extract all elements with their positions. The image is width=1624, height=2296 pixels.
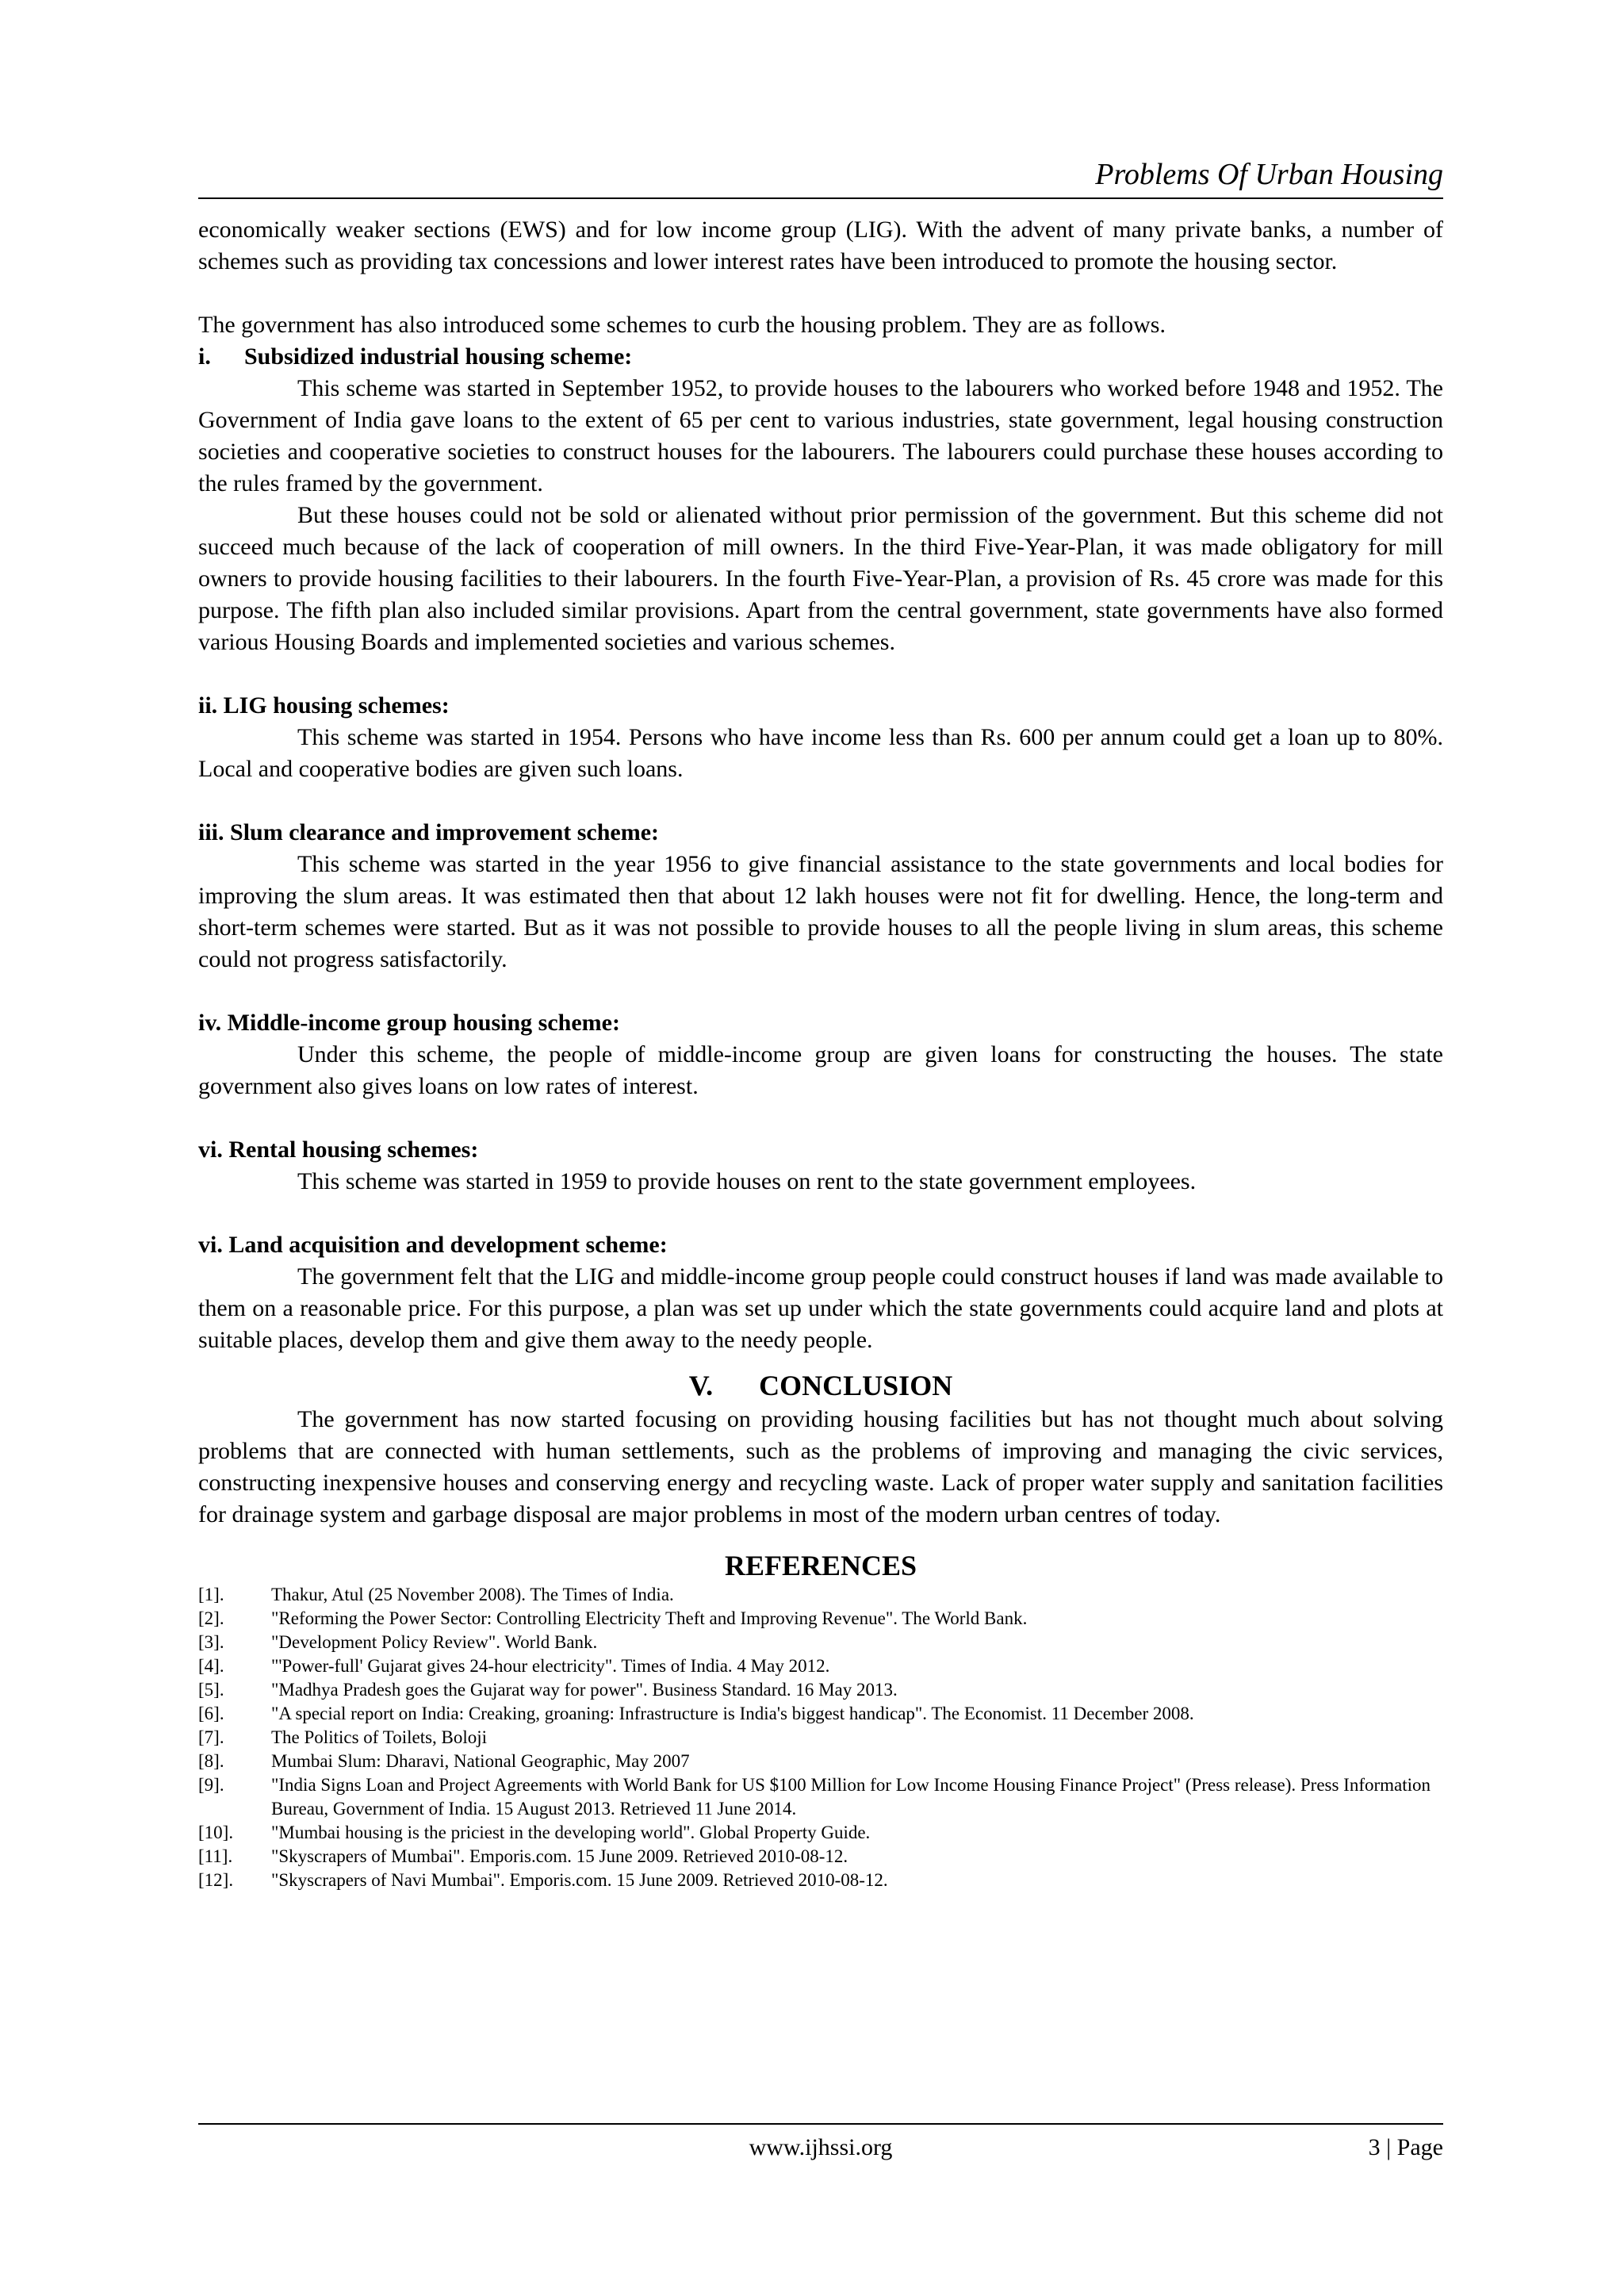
section-iv-paragraph: Under this scheme, the people of middle-income group are given loans for constructing the houses. The state government also gives loans on low rates of interest. xyxy=(198,1041,1443,1099)
section-i-title: Subsidized industrial housing scheme: xyxy=(244,343,633,370)
intro-paragraph-2: The government has also introduced some schemes to curb the housing problem. They are as follows. xyxy=(198,312,1166,338)
reference-number: [1]. xyxy=(198,1585,224,1604)
conclusion-paragraph: The government has now started focusing on providing housing facilities but has not thought much about solving problems that are connected with human settlements, such as the problems of improving and managing the civic services, constructing inexpensive houses and conserving energy and recycling waste. Lack of proper water supply and sanitation facilities for drainage system and garbage disposal are major problems in most of the modern urban centres of today. xyxy=(198,1406,1443,1527)
reference-item xyxy=(198,1869,1443,1892)
reference-text: "Madhya Pradesh goes the Gujarat way for power". Business Standard. 16 May 2013. xyxy=(271,1680,898,1700)
main-content xyxy=(198,214,1443,1892)
reference-item xyxy=(198,1702,1443,1726)
section-iii-heading: iii. Slum clearance and improvement scheme: xyxy=(198,819,660,845)
reference-number: [4]. xyxy=(198,1656,224,1676)
conclusion-number: V. xyxy=(688,1370,714,1401)
reference-text: "India Signs Loan and Project Agreements with World Bank for US $100 Million for Low Income Housing Finance Project" (Press release). Press Information Bureau, Government of India. 15 August 2013. Retrieved 11 June 2014. xyxy=(271,1775,1431,1819)
reference-item xyxy=(198,1845,1443,1869)
section-iii-paragraph: This scheme was started in the year 1956 to give financial assistance to the state governments and local bodies for improving the slum areas. It was estimated then that about 12 lakh houses were not fit for dwelling. Hence, the long-term and short-term schemes were started. But as it was not possible to provide houses to all the people living in slum areas, this scheme could not progress satisfactorily. xyxy=(198,851,1443,972)
reference-number: [11]. xyxy=(198,1846,233,1866)
reference-number: [2]. xyxy=(198,1608,224,1628)
reference-number: [8]. xyxy=(198,1751,224,1771)
footer-website: www.ijhssi.org xyxy=(749,2134,893,2160)
reference-item xyxy=(198,1607,1443,1631)
page-footer xyxy=(198,2123,1443,2164)
reference-item xyxy=(198,1631,1443,1654)
reference-text: "'Power-full' Gujarat gives 24-hour electricity". Times of India. 4 May 2012. xyxy=(271,1656,830,1676)
reference-text: "Development Policy Review". World Bank. xyxy=(271,1632,598,1652)
reference-item xyxy=(198,1773,1443,1821)
reference-item xyxy=(198,1654,1443,1678)
reference-number: [5]. xyxy=(198,1680,224,1700)
references-heading: REFERENCES xyxy=(724,1550,917,1581)
reference-item xyxy=(198,1821,1443,1845)
conclusion-heading xyxy=(198,1367,1443,1404)
reference-number: [9]. xyxy=(198,1775,224,1795)
reference-text: "Skyscrapers of Mumbai". Emporis.com. 15 June 2009. Retrieved 2010-08-12. xyxy=(271,1846,848,1866)
reference-item xyxy=(198,1678,1443,1702)
reference-text: The Politics of Toilets, Boloji xyxy=(271,1727,488,1747)
reference-text: "Mumbai housing is the priciest in the developing world". Global Property Guide. xyxy=(271,1823,871,1842)
reference-number: [3]. xyxy=(198,1632,224,1652)
section-i-paragraph-2: But these houses could not be sold or alienated without prior permission of the government. But this scheme did not succeed much because of the lack of cooperation of mill owners. In the third Five-Year-Plan, it was made obligatory for mill owners to provide housing facilities to their labourers. In the fourth Five-Year-Plan, a provision of Rs. 45 crore was made for this purpose. The fifth plan also included similar provisions. Apart from the central government, state governments have also formed various Housing Boards and implemented societies and various schemes. xyxy=(198,502,1443,655)
section-land-paragraph: The government felt that the LIG and middle-income group people could construct houses if land was made available to them on a reasonable price. For this purpose, a plan was set up under which the state governments could acquire land and plots at suitable places, develop them and give them away to the needy people. xyxy=(198,1263,1443,1353)
conclusion-title: CONCLUSION xyxy=(759,1370,953,1401)
section-rental-heading: vi. Rental housing schemes: xyxy=(198,1137,479,1163)
section-land-heading: vi. Land acquisition and development scheme: xyxy=(198,1232,668,1258)
section-i-paragraph-1: This scheme was started in September 1952, to provide houses to the labourers who worked before 1948 and 1952. The Government of India gave loans to the extent of 65 per cent to various industries, state government, legal housing construction societies and cooperative societies to construct houses for the labourers. The labourers could purchase these houses according to the rules framed by the government. xyxy=(198,375,1443,496)
running-header xyxy=(198,156,1443,199)
header-title: Problems Of Urban Housing xyxy=(1095,158,1443,191)
section-iv-heading: iv. Middle-income group housing scheme: xyxy=(198,1010,620,1036)
intro-paragraph-1: economically weaker sections (EWS) and for low income group (LIG). With the advent of many private banks, a number of schemes such as providing tax concessions and lower interest rates have been introduced to promote the housing sector. xyxy=(198,217,1443,274)
reference-text: "Reforming the Power Sector: Controlling Electricity Theft and Improving Revenue". The World Bank. xyxy=(271,1608,1028,1628)
section-rental-paragraph: This scheme was started in 1959 to provide houses on rent to the state government employees. xyxy=(297,1168,1197,1194)
section-i-number: i. xyxy=(198,343,211,370)
reference-text: "A special report on India: Creaking, groaning: Infrastructure is India's biggest handicap". The Economist. 11 December 2008. xyxy=(271,1704,1194,1723)
section-i-heading xyxy=(198,341,1443,373)
reference-text: Mumbai Slum: Dharavi, National Geographic, May 2007 xyxy=(271,1751,690,1771)
footer-page-number: 3 | Page xyxy=(1368,2134,1443,2160)
reference-text: "Skyscrapers of Navi Mumbai". Emporis.com. 15 June 2009. Retrieved 2010-08-12. xyxy=(271,1870,888,1890)
reference-number: [10]. xyxy=(198,1823,234,1842)
reference-number: [6]. xyxy=(198,1704,224,1723)
reference-item xyxy=(198,1726,1443,1750)
reference-text: Thakur, Atul (25 November 2008). The Times of India. xyxy=(271,1585,674,1604)
reference-number: [7]. xyxy=(198,1727,224,1747)
section-ii-heading: ii. LIG housing schemes: xyxy=(198,692,450,719)
references-list xyxy=(198,1583,1443,1892)
reference-number: [12]. xyxy=(198,1870,234,1890)
reference-item xyxy=(198,1583,1443,1607)
reference-item xyxy=(198,1750,1443,1773)
section-ii-paragraph: This scheme was started in 1954. Persons who have income less than Rs. 600 per annum could get a loan up to 80%. Local and cooperative bodies are given such loans. xyxy=(198,724,1443,782)
